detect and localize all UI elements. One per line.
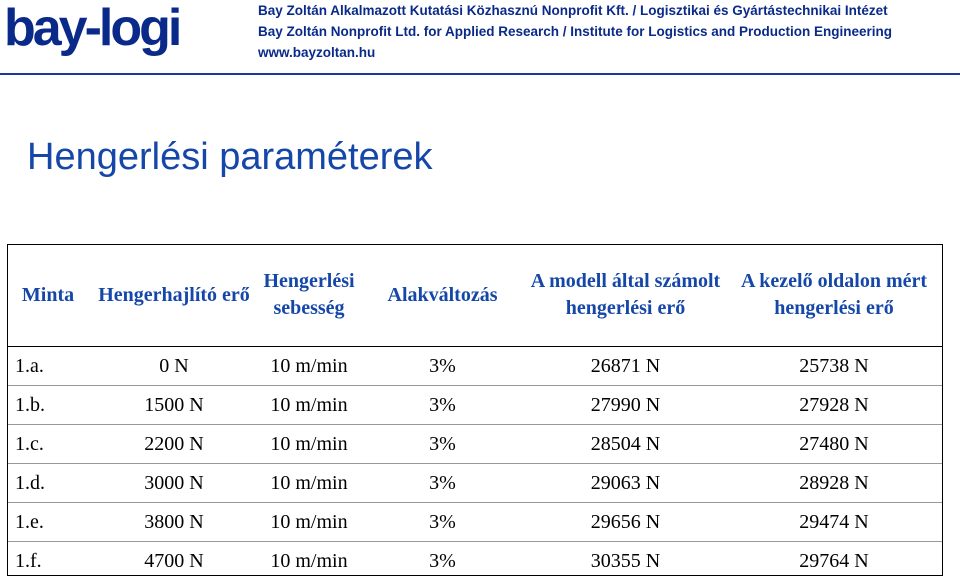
table-cell: 10 m/min	[259, 503, 359, 542]
sample-id-cell: 1.f.	[15, 549, 42, 572]
column-header: Hengerhajlító erő	[89, 244, 259, 347]
table-cell: 27480 N	[725, 425, 943, 464]
parameters-table	[7, 244, 943, 579]
svg-text:bay-logi: bay-logi	[4, 2, 180, 57]
table-cell: 27928 N	[725, 386, 943, 425]
table-cell: 25738 N	[725, 347, 943, 386]
table-row	[7, 464, 943, 503]
table-cell: 28928 N	[725, 464, 943, 503]
sample-id-cell: 1.c.	[7, 425, 89, 464]
table-cell: 10 m/min	[259, 425, 359, 464]
table-row	[7, 425, 943, 464]
table-body	[7, 347, 943, 579]
sample-id-cell: 1.d.	[7, 464, 89, 503]
column-header: A kezelő oldalon mért hengerlési erő	[725, 244, 943, 347]
table-cell: 4700 N	[144, 549, 204, 572]
table-cell: 27990 N	[526, 386, 725, 425]
table-cell: 3%	[359, 503, 526, 542]
institute-info	[258, 0, 892, 63]
bay-logi-logo	[4, 2, 230, 58]
table-cell: 3%	[359, 425, 526, 464]
column-header: Hengerlési sebesség	[259, 244, 359, 347]
institute-name-hu: Bay Zoltán Alkalmazott Kutatási Közhasznú Nonprofit Kft. / Logisztikai és Gyártástechnikai Intézet	[258, 3, 888, 18]
table-cell: 10 m/min	[259, 386, 359, 425]
table-cell: 3800 N	[89, 503, 259, 542]
column-header: A modell által számolt hengerlési erő	[526, 244, 725, 347]
column-header: Alakváltozás	[359, 244, 526, 347]
table-header-row	[7, 244, 943, 347]
table-row	[7, 347, 943, 386]
table-cell: 2200 N	[89, 425, 259, 464]
table-cell: 3%	[359, 386, 526, 425]
sample-id-cell: 1.a.	[7, 347, 89, 386]
table-cell: 28504 N	[526, 425, 725, 464]
table-cell: 30355 N	[590, 549, 661, 572]
website-link[interactable]: www.bayzoltan.hu	[258, 45, 376, 60]
sample-id-cell: 1.b.	[7, 386, 89, 425]
table-cell: 3000 N	[89, 464, 259, 503]
page-header	[0, 0, 960, 62]
table-cell: 3%	[359, 347, 526, 386]
table-cell: 1500 N	[89, 386, 259, 425]
table-cell: 29063 N	[526, 464, 725, 503]
sample-id-cell: 1.e.	[7, 503, 89, 542]
table-cell: 29764 N	[799, 549, 869, 572]
table-row	[7, 503, 943, 542]
table-cell: 10 m/min	[259, 347, 359, 386]
table-cell: 26871 N	[526, 347, 725, 386]
header-divider	[0, 73, 960, 75]
page-title: Hengerlési paraméterek	[27, 136, 433, 178]
table-cell: 10 m/min	[259, 464, 359, 503]
table-row	[7, 542, 943, 579]
table-cell: 29474 N	[725, 503, 943, 542]
table-cell: 3%	[359, 464, 526, 503]
table-cell: 0 N	[89, 347, 259, 386]
table-cell: 10 m/min	[270, 549, 348, 572]
table-row	[7, 386, 943, 425]
column-header: Minta	[7, 244, 89, 347]
table-cell: 3%	[429, 549, 456, 572]
institute-name-en: Bay Zoltán Nonprofit Ltd. for Applied Research / Institute for Logistics and Production Engineering	[258, 24, 893, 39]
table-cell: 29656 N	[526, 503, 725, 542]
